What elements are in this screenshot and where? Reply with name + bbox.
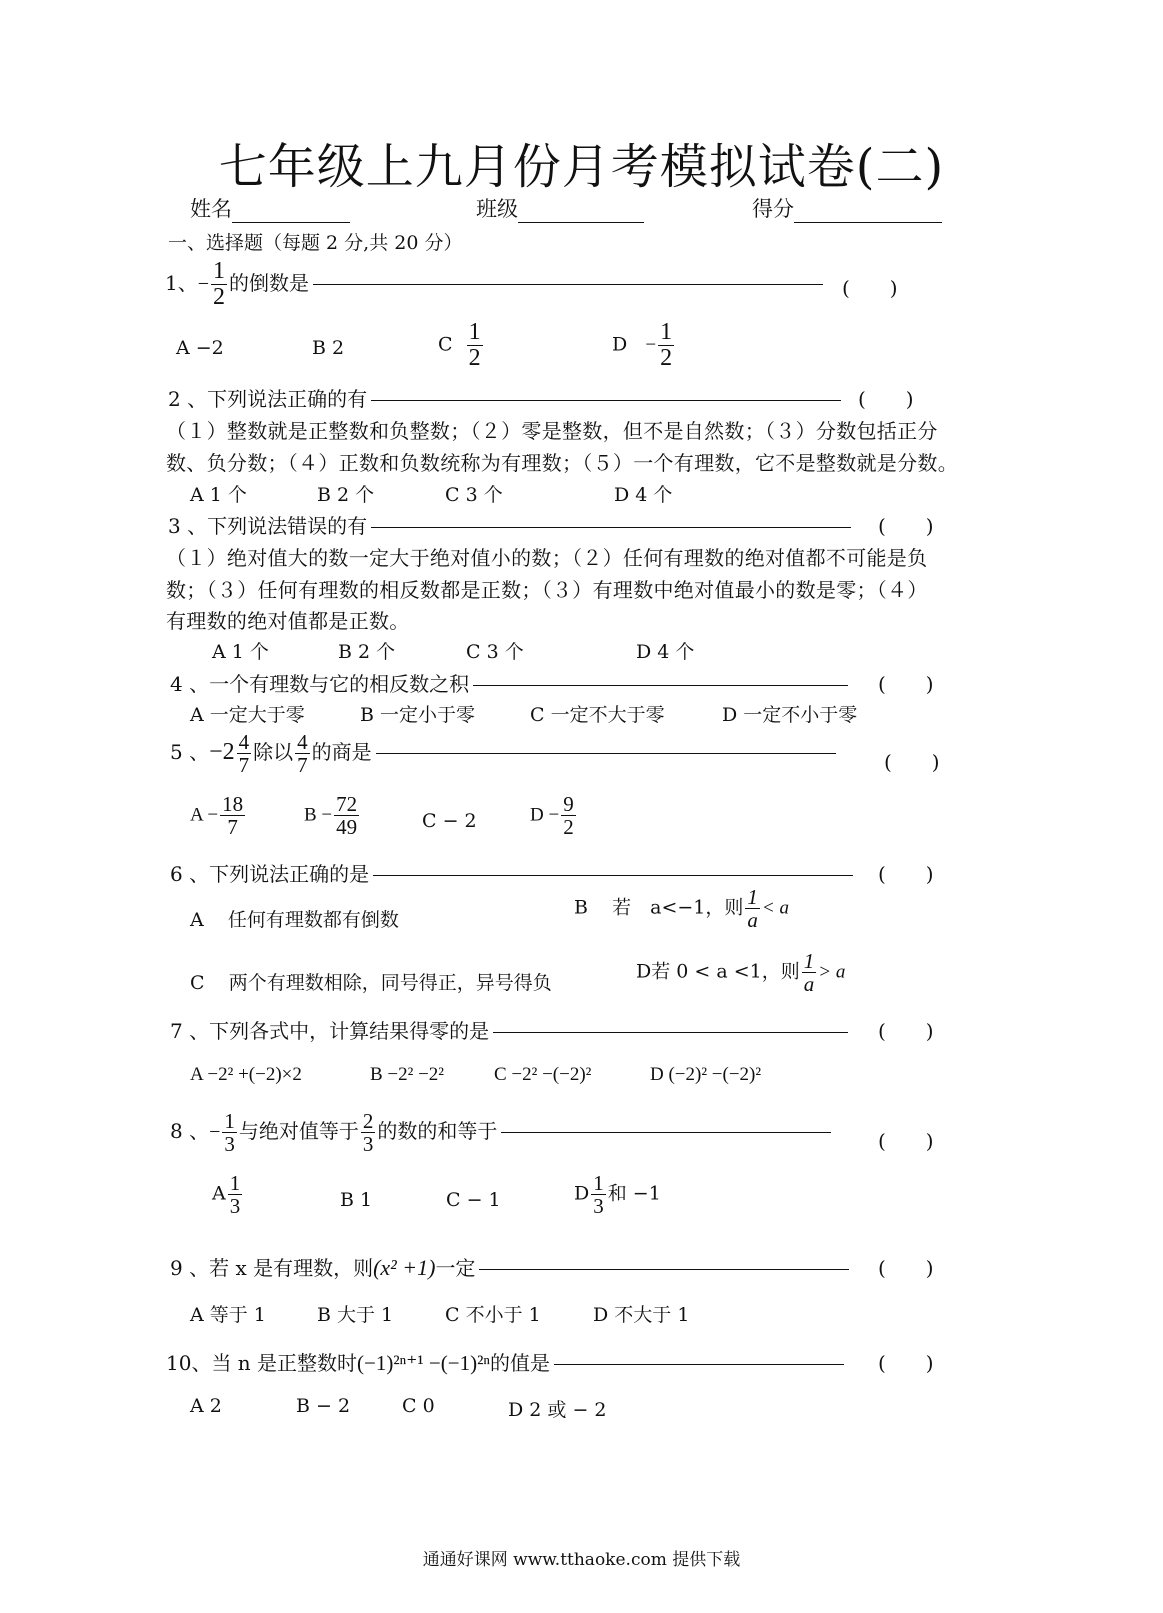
answer-paren-9[interactable]: ( ) xyxy=(878,1256,934,1280)
question-7-stem: 7 、下列各式中，计算结果得零的是 xyxy=(170,1015,852,1044)
q7-option-b[interactable]: B −2² −2² xyxy=(370,1064,444,1085)
question-3-line-3: 有理数的绝对值都是正数。 xyxy=(166,609,410,633)
q10-option-a[interactable]: A 2 xyxy=(190,1395,222,1417)
q7-option-a[interactable]: A −2² +(−2)×2 xyxy=(190,1064,302,1085)
score-field[interactable] xyxy=(752,193,942,223)
name-field[interactable] xyxy=(190,193,350,223)
q10-option-c[interactable]: C 0 xyxy=(402,1395,435,1417)
question-8-stem: 8 、− $\frac{1}{3}$ 与绝对值等于 $\frac{2}{3}$ 的数的和等于 xyxy=(170,1110,835,1155)
question-2-line-1: （１）整数就是正整数和负整数；（２）零是整数，但不是自然数；（３）分数包括正分 xyxy=(166,419,938,443)
q9-option-b[interactable]: B 大于 1 xyxy=(317,1304,394,1326)
class-field[interactable] xyxy=(476,193,644,223)
q1-option-c[interactable]: C $\frac{1}{2}$ xyxy=(438,319,481,372)
question-6-stem: 6 、下列说法正确的是 xyxy=(170,858,857,887)
q6-option-d[interactable]: D若 0 < a <1，则 $\frac{1}{a}$ > a xyxy=(636,949,846,997)
q9-option-a[interactable]: A 等于 1 xyxy=(190,1304,266,1326)
q5-option-c[interactable]: C − 2 xyxy=(422,810,477,832)
q6-option-a[interactable]: A 任何有理数都有倒数 xyxy=(190,909,399,931)
q8-option-c[interactable]: C − 1 xyxy=(446,1189,501,1211)
answer-paren-4[interactable]: ( ) xyxy=(878,672,934,696)
answer-paren-10[interactable]: ( ) xyxy=(878,1351,934,1375)
question-1-stem: 1、− $\frac{1}{2}$ 的倒数是 xyxy=(165,259,827,310)
answer-paren-5[interactable]: ( ) xyxy=(884,750,940,774)
q3-option-c[interactable]: C 3 个 xyxy=(466,641,524,663)
q2-option-c[interactable]: C 3 个 xyxy=(445,484,503,506)
answer-paren-6[interactable]: ( ) xyxy=(878,862,934,886)
name-label: 姓名 xyxy=(190,197,232,221)
question-3-line-1: （１）绝对值大的数一定大于绝对值小的数；（２）任何有理数的绝对值都不可能是负 xyxy=(166,546,928,570)
score-blank[interactable] xyxy=(794,202,942,223)
q1-option-b[interactable]: B 2 xyxy=(312,337,345,359)
question-3-line-2: 数；（３）任何有理数的相反数都是正数；（３）有理数中绝对值最小的数是零；（４） xyxy=(166,578,928,602)
q5-option-a[interactable]: A − $\frac{18}{7}$ xyxy=(190,792,244,840)
q4-option-a[interactable]: A 一定大于零 xyxy=(190,704,305,726)
q8-option-b[interactable]: B 1 xyxy=(340,1189,373,1211)
q7-option-d[interactable]: D (−2)² −(−2)² xyxy=(650,1064,762,1085)
score-label: 得分 xyxy=(752,197,794,221)
q1-option-a[interactable]: A −2 xyxy=(176,337,224,359)
answer-paren-8[interactable]: ( ) xyxy=(878,1129,934,1153)
q1-option-d[interactable]: D − $\frac{1}{2}$ xyxy=(612,319,673,372)
q4-option-b[interactable]: B 一定小于零 xyxy=(360,704,476,726)
q3-option-a[interactable]: A 1 个 xyxy=(212,641,269,663)
q10-option-b[interactable]: B − 2 xyxy=(296,1395,351,1417)
q4-option-c[interactable]: C 一定不大于零 xyxy=(530,704,665,726)
answer-paren-2[interactable]: ( ) xyxy=(858,387,914,411)
answer-paren-7[interactable]: ( ) xyxy=(878,1019,934,1043)
page-title: 七年级上九月份月考模拟试卷(二) xyxy=(218,139,945,195)
footer-credit: 通通好课网 www.tthaoke.com 提供下载 xyxy=(422,1550,741,1570)
q5-option-d[interactable]: D − $\frac{9}{2}$ xyxy=(530,792,574,840)
name-blank[interactable] xyxy=(232,202,350,223)
question-5-stem: 5 、−2 $\frac{4}{7}$ 除以 $\frac{4}{7}$ 的商是 xyxy=(170,731,840,776)
question-3-stem: 3 、下列说法错误的有 xyxy=(168,510,855,539)
fraction: $\frac{1}{2}$ xyxy=(213,258,226,311)
q9-option-c[interactable]: C 不小于 1 xyxy=(445,1304,541,1326)
question-2-line-2: 数、负分数；（４）正数和负数统称为有理数；（５）一个有理数，它不是整数就是分数。 xyxy=(166,451,958,475)
question-4-stem: 4 、一个有理数与它的相反数之积 xyxy=(170,668,852,697)
q3-option-b[interactable]: B 2 个 xyxy=(338,641,396,663)
q6-option-b[interactable]: B 若 a<−1，则 $\frac{1}{a}$ < a xyxy=(574,885,789,933)
q2-option-a[interactable]: A 1 个 xyxy=(190,484,247,506)
question-9-stem: 9 、若 x 是有理数，则(x² +1)一定 xyxy=(170,1252,853,1281)
q5-option-b[interactable]: B − $\frac{72}{49}$ xyxy=(304,792,358,840)
class-blank[interactable] xyxy=(518,202,644,223)
q2-option-d[interactable]: D 4 个 xyxy=(614,484,673,506)
q9-option-d[interactable]: D 不大于 1 xyxy=(593,1304,690,1326)
class-label: 班级 xyxy=(476,197,518,221)
question-2-stem: 2 、下列说法正确的有 xyxy=(168,383,845,412)
section-heading: 一、选择题（每题 2 分,共 20 分） xyxy=(168,232,463,254)
question-10-stem: 10、当 n 是正整数时(−1)²ⁿ⁺¹ −(−1)²ⁿ的值是 xyxy=(166,1347,848,1376)
q8-option-d[interactable]: D $\frac{1}{3}$ 和 −1 xyxy=(574,1171,661,1219)
q6-option-c[interactable]: C 两个有理数相除，同号得正，异号得负 xyxy=(190,972,552,994)
q3-option-d[interactable]: D 4 个 xyxy=(636,641,695,663)
answer-paren-1[interactable]: ( ) xyxy=(842,276,898,300)
q7-option-c[interactable]: C −2² −(−2)² xyxy=(494,1064,592,1085)
q8-option-a[interactable]: A $\frac{1}{3}$ xyxy=(212,1171,241,1219)
q10-option-d[interactable]: D 2 或 − 2 xyxy=(508,1399,607,1421)
answer-paren-3[interactable]: ( ) xyxy=(878,514,934,538)
q4-option-d[interactable]: D 一定不小于零 xyxy=(722,704,858,726)
q2-option-b[interactable]: B 2 个 xyxy=(317,484,375,506)
